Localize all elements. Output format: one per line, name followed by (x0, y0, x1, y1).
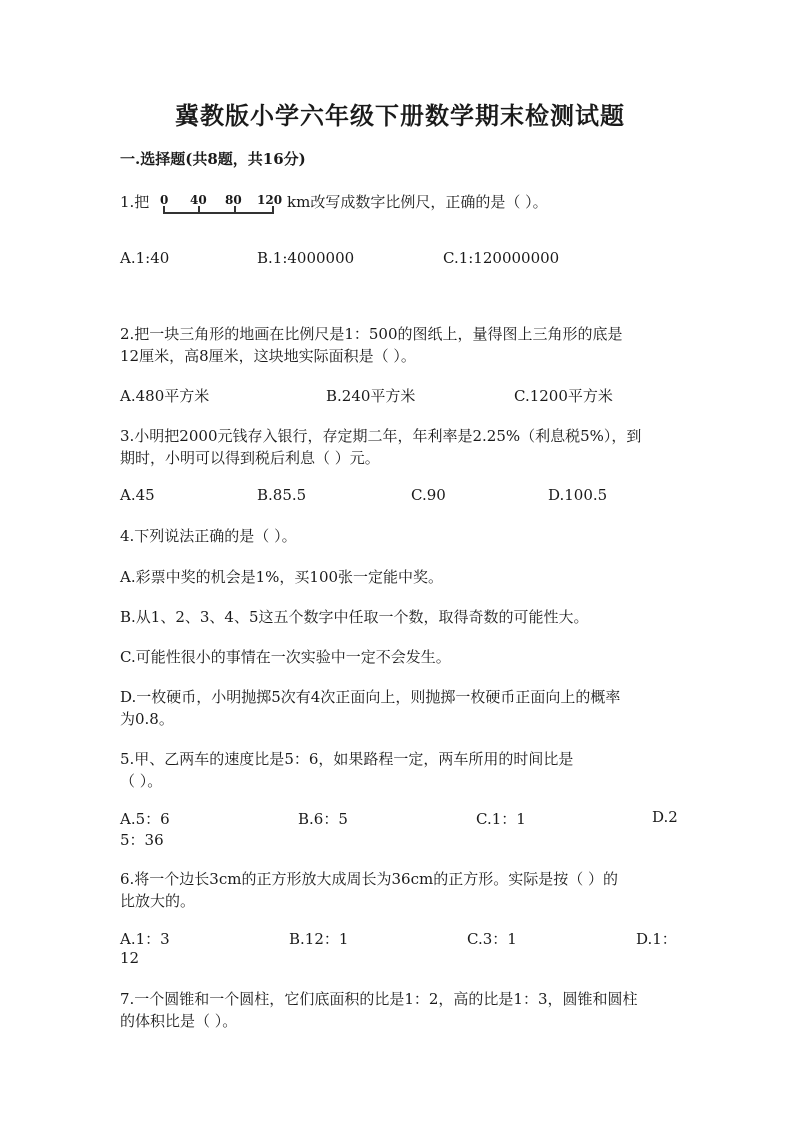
q4-option-c: C.可能性很小的事情在一次实验中一定不会发生。 (120, 648, 451, 666)
scale-label: 40 (190, 193, 207, 207)
question-1-text: km改写成数字比例尺，正确的是（ ）。 (287, 193, 548, 211)
q3-option-b: B.85.5 (257, 486, 307, 504)
q5-option-d: D.2 (652, 808, 678, 826)
q3-option-a: A.45 (120, 486, 155, 504)
question-4-line: 4.下列说法正确的是（ ）。 (120, 527, 297, 545)
question-5-line: 5.甲、乙两车的速度比是5：6，如果路程一定，两车所用的时间比是 (120, 750, 574, 768)
q2-option-a: A.480平方米 (120, 387, 210, 405)
question-3-line: 期时，小明可以得到税后利息（ ）元。 (120, 449, 380, 467)
q5-option-d-cont: 5：36 (120, 831, 164, 849)
section-heading: 一.选择题(共8题，共16分) (120, 150, 306, 168)
q4-option-d: D.一枚硬币，小明抛掷5次有4次正面向上，则抛掷一枚硬币正面向上的概率 (120, 688, 621, 706)
q6-option-c: C.3：1 (467, 930, 517, 948)
q6-option-d: D.1： (636, 930, 677, 948)
question-2-line: 12厘米，高8厘米，这块地实际面积是（ ）。 (120, 347, 416, 365)
q2-option-c: C.1200平方米 (514, 387, 613, 405)
q5-option-a: A.5：6 (120, 810, 170, 828)
question-6-line: 比放大的。 (120, 892, 196, 910)
scale-tick (163, 206, 165, 214)
q6-option-b: B.12：1 (289, 930, 349, 948)
question-1-prefix: 1.把 (120, 193, 150, 211)
question-3-line: 3.小明把2000元钱存入银行，存定期二年，年利率是2.25%（利息税5%），到 (120, 427, 642, 445)
scale-label: 80 (225, 193, 242, 207)
question-7-line: 7.一个圆锥和一个圆柱，它们底面积的比是1：2，高的比是1：3，圆锥和圆柱 (120, 990, 638, 1008)
q2-option-b: B.240平方米 (326, 387, 416, 405)
q1-option-c: C.1:120000000 (443, 249, 560, 267)
question-7-line: 的体积比是（ ）。 (120, 1012, 238, 1030)
scale-label: 120 (257, 193, 283, 207)
q4-option-a: A.彩票中奖的机会是1%，买100张一定能中奖。 (120, 568, 444, 586)
scale-line (163, 212, 273, 214)
q4-option-d-cont: 为0.8。 (120, 710, 174, 728)
scale-bar-figure (160, 193, 283, 223)
question-6-line: 6.将一个边长3cm的正方形放大成周长为36cm的正方形。实际是按（ ）的 (120, 870, 618, 888)
page-title: 冀教版小学六年级下册数学期末检测试题 (175, 101, 625, 130)
q5-option-b: B.6：5 (298, 810, 348, 828)
q6-option-d-cont: 12 (120, 949, 140, 967)
q3-option-c: C.90 (411, 486, 446, 504)
scale-tick (272, 206, 274, 214)
q1-option-b: B.1:4000000 (257, 249, 355, 267)
q1-option-a: A.1:40 (120, 249, 170, 267)
q4-option-b: B.从1、2、3、4、5这五个数字中任取一个数，取得奇数的可能性大。 (120, 608, 589, 626)
question-2-line: 2.把一块三角形的地画在比例尺是1：500的图纸上，量得图上三角形的底是 (120, 325, 623, 343)
scale-tick (198, 206, 200, 214)
q3-option-d: D.100.5 (548, 486, 608, 504)
question-5-line: （ ）。 (120, 772, 163, 790)
q6-option-a: A.1：3 (120, 930, 170, 948)
q5-option-c: C.1：1 (476, 810, 526, 828)
scale-label: 0 (160, 193, 169, 207)
scale-tick (234, 206, 236, 214)
